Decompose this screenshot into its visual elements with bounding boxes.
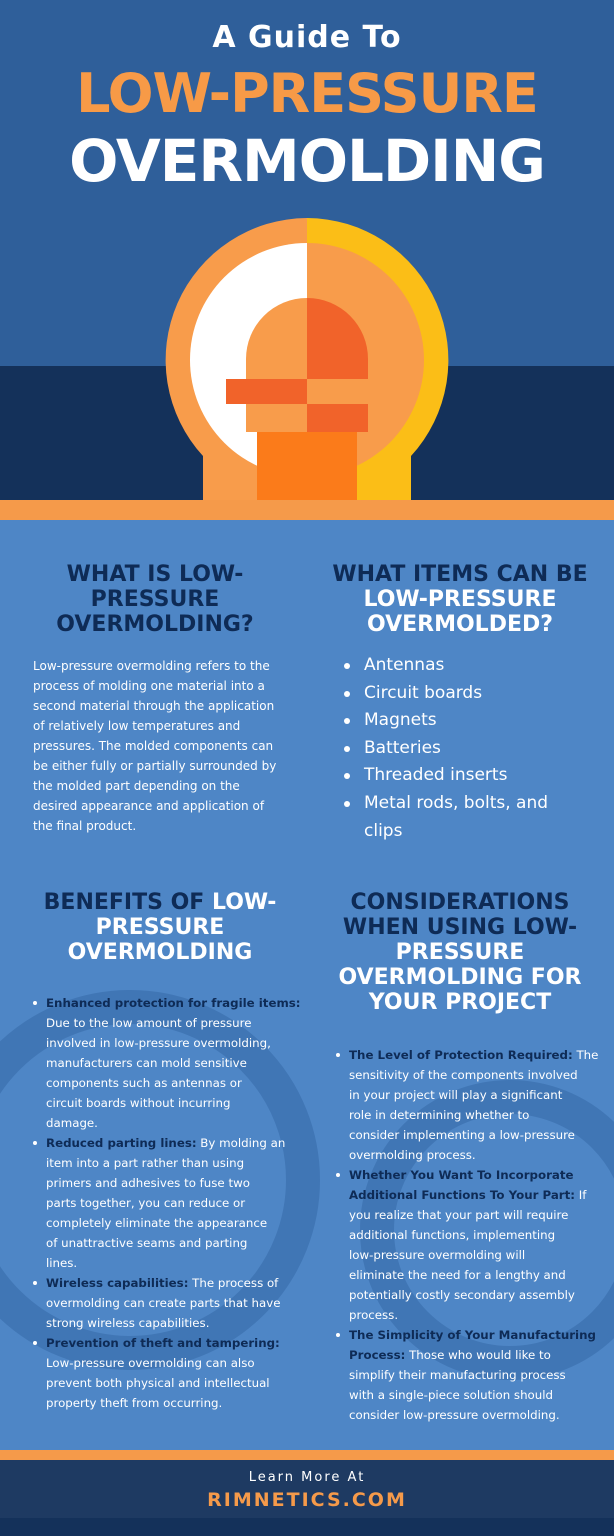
footer-site-link[interactable]: RIMNETICS.COM — [207, 1489, 407, 1511]
section1-body-line: the molded part depending on the — [33, 779, 240, 793]
section4-heading-line4: OVERMOLDING FOR — [338, 965, 582, 990]
list-item-continued: clips — [364, 820, 403, 841]
item-line: parts together, you can reduce or — [46, 1196, 246, 1210]
item-line: you realize that your part will require — [349, 1208, 569, 1222]
item-line: simplify their manufacturing process — [349, 1368, 566, 1382]
item-line: with a single-piece solution should — [349, 1388, 554, 1402]
list-item: Magnets — [340, 707, 600, 735]
list-item — [335, 1325, 605, 1425]
section1-body — [33, 656, 293, 836]
item-line: item into a part rather than using — [46, 1156, 245, 1170]
item-title-rest: The process of — [188, 1276, 279, 1290]
section2-list — [340, 652, 600, 845]
item-line: process. — [349, 1308, 399, 1322]
section3-heading-line3: OVERMOLDING — [67, 940, 253, 965]
section4-heading-line3: PRESSURE — [395, 940, 525, 965]
item-line: components such as antennas or — [46, 1076, 242, 1090]
item-line: manufacturers can mold sensitive — [46, 1056, 247, 1070]
item-title: Whether You Want To Incorporate — [349, 1168, 574, 1182]
item-title-rest: By molding an — [196, 1136, 286, 1150]
item-line: prevent both physical and intellectual — [46, 1376, 270, 1390]
item-title-line — [46, 1133, 307, 1153]
item-line: role in determining whether to — [349, 1108, 530, 1122]
section1-heading-line1: WHAT IS LOW- — [66, 562, 244, 587]
section1-heading — [30, 562, 280, 637]
list-item: Antennas — [340, 652, 600, 680]
list-item: Metal rods, bolts, and — [340, 790, 600, 818]
section1-heading-line3: OVERMOLDING? — [56, 612, 254, 637]
item-line: eliminate the need for a lengthy and — [349, 1268, 566, 1282]
section1-body-line: desired appearance and application of — [33, 799, 265, 813]
item-line: damage. — [46, 1116, 98, 1130]
list-item — [32, 1333, 307, 1413]
item-line: property theft from occurring. — [46, 1396, 223, 1410]
item-title: Process: — [349, 1348, 406, 1362]
item-line: overmolding can create parts that have — [46, 1296, 281, 1310]
item-title: Reduced parting lines: — [46, 1136, 197, 1150]
item-title: Wireless capabilities: — [46, 1276, 189, 1290]
item-title: Enhanced protection for fragile items: — [46, 996, 301, 1010]
list-item — [32, 1133, 307, 1273]
section1-body-line: pressures. The molded components can — [33, 739, 274, 753]
section3-heading-line1 — [25, 890, 295, 915]
item-line: overmolding process. — [349, 1148, 476, 1162]
list-item: Circuit boards — [340, 680, 600, 708]
item-title: Prevention of theft and tampering: — [46, 1336, 280, 1350]
footer-orange-stripe — [0, 1450, 614, 1460]
section1-heading-line2: PRESSURE — [90, 587, 220, 612]
item-title-rest: The — [572, 1048, 599, 1062]
item-title-rest: If — [574, 1188, 587, 1202]
list-item — [32, 1273, 307, 1333]
section1-body-line: Low-pressure overmolding refers to the — [33, 659, 270, 673]
item-line: additional functions, implementing — [349, 1228, 556, 1242]
item-line: primers and adhesives to fuse two — [46, 1176, 250, 1190]
footer-learn-more: Learn More At — [248, 1470, 366, 1485]
section2-heading-line2: LOW-PRESSURE — [363, 587, 557, 612]
section2-heading-line1: WHAT ITEMS CAN BE — [332, 562, 588, 587]
section2-heading-line3: OVERMOLDED? — [366, 612, 554, 637]
footer-bottom-band — [0, 1518, 614, 1536]
item-line: circuit boards without incurring — [46, 1096, 231, 1110]
section4-heading-line1: CONSIDERATIONS — [350, 890, 570, 915]
item-title: Additional Functions To Your Part: — [349, 1188, 575, 1202]
item-line: in your project will play a significant — [349, 1088, 563, 1102]
list-item — [335, 1045, 605, 1165]
item-line: sensitivity of the components involved — [349, 1068, 578, 1082]
section2-heading — [320, 562, 600, 637]
section4-list — [335, 1045, 605, 1425]
section1-body-line: of relatively low temperatures and — [33, 719, 241, 733]
item-line: consider implementing a low-pressure — [349, 1128, 575, 1142]
item-line: involved in low-pressure overmolding, — [46, 1036, 271, 1050]
item-title-line — [46, 1273, 307, 1293]
section3-heading-dark: BENEFITS OF — [43, 890, 212, 915]
item-line: of unattractive seams and parting — [46, 1236, 248, 1250]
item-line: low-pressure overmolding will — [349, 1248, 526, 1262]
section1-body-line: the final product. — [33, 819, 137, 833]
hero — [0, 0, 614, 520]
page-title-line2: OVERMOLDING — [69, 127, 545, 195]
section1-body-line: second material through the application — [33, 699, 275, 713]
section3-heading — [25, 890, 295, 965]
item-title: The Level of Protection Required: — [349, 1048, 573, 1062]
item-line: completely eliminate the appearance — [46, 1216, 268, 1230]
item-title-rest: Those who would like to — [405, 1348, 551, 1362]
item-title-line — [349, 1185, 605, 1205]
section4-heading-line2: WHEN USING LOW- — [342, 915, 578, 940]
section3-heading-line2: PRESSURE — [95, 915, 225, 940]
page-title-line1: LOW-PRESSURE — [76, 62, 538, 125]
section3-heading-white: LOW- — [212, 890, 277, 915]
section3-list — [32, 993, 307, 1413]
list-item: Threaded inserts — [340, 762, 600, 790]
item-title: The Simplicity of Your Manufacturing — [349, 1328, 596, 1342]
item-line: potentially costly secondary assembly — [349, 1288, 575, 1302]
list-item: Batteries — [340, 735, 600, 763]
list-item — [32, 993, 307, 1133]
list-item — [335, 1165, 605, 1325]
item-line: lines. — [46, 1256, 78, 1270]
section4-heading — [320, 890, 600, 1015]
item-line: Due to the low amount of pressure — [46, 1016, 252, 1030]
item-line: consider low-pressure overmolding. — [349, 1408, 560, 1422]
section4-heading-line5: YOUR PROJECT — [368, 990, 552, 1015]
item-line: strong wireless capabilities. — [46, 1316, 210, 1330]
section1-body-line: process of molding one material into a — [33, 679, 265, 693]
item-title-line — [349, 1045, 605, 1065]
item-title-line — [349, 1345, 605, 1365]
item-line: Low-pressure overmolding can also — [46, 1356, 255, 1370]
section1-body-line: be either fully or partially surrounded by — [33, 759, 277, 773]
subtitle: A Guide To — [212, 20, 402, 55]
